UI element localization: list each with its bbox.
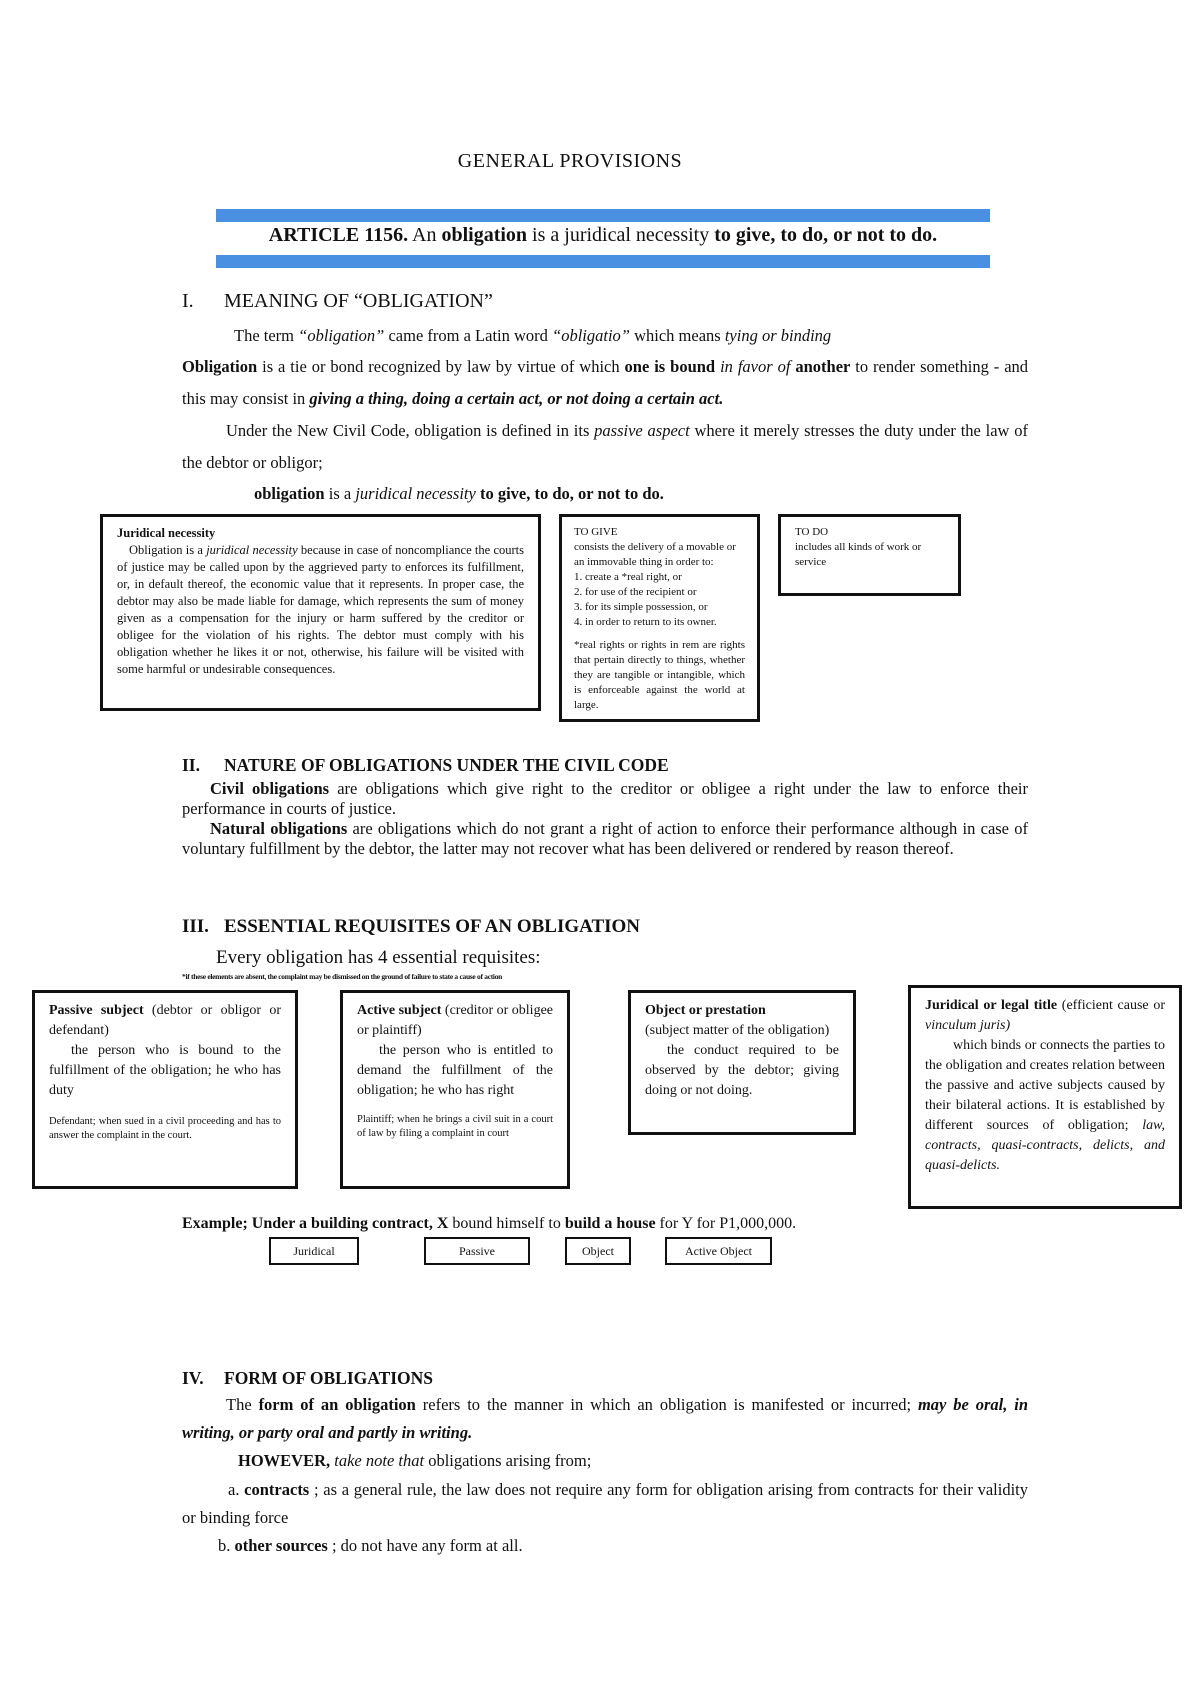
active-subject-note: Plaintiff; when he brings a civil suit in a court of law by filing a complaint in court: [357, 1114, 553, 1139]
to-give-item: 4. in order to return to its owner.: [574, 616, 717, 628]
text: obligations arising from;: [424, 1451, 592, 1470]
active-subject-body: the person who is entitled to demand the fulfillment of the obligation; he who has right: [357, 1043, 553, 1098]
text: build a house: [564, 1215, 656, 1232]
passive-subject-note: Defendant; when sued in a civil proceeding and has to answer the complaint in the court.: [49, 1116, 281, 1141]
text: Natural obligations: [210, 819, 348, 838]
section-1-title: MEANING OF “OBLIGATION”: [224, 290, 493, 312]
section-3-title: ESSENTIAL REQUISITES OF AN OBLIGATION: [224, 916, 641, 937]
text: Passive subject: [49, 1003, 144, 1018]
section-1-definition: [182, 351, 1028, 415]
juridical-title-box: [908, 985, 1182, 1209]
section-1-ncc: [182, 415, 1028, 479]
section-2-title: NATURE OF OBLIGATIONS UNDER THE CIVIL CODE: [224, 755, 669, 775]
text: is a: [324, 484, 356, 503]
section-2-body: [182, 779, 1028, 859]
text: X: [432, 1215, 453, 1232]
text: other sources: [234, 1536, 328, 1555]
text: one is bound: [624, 357, 716, 376]
text: form of an obligation: [258, 1395, 416, 1414]
to-give-intro: consists the delivery of a movable or an immovable thing in order to:: [574, 541, 736, 568]
text: came from a Latin word: [384, 326, 553, 345]
text: ; as a general rule, the law does not require any form for obligation arising from contracts for their validity or binding force: [182, 1480, 1028, 1527]
object-prestation-heading: Object or prestation: [645, 1003, 766, 1018]
text: Civil obligations: [210, 779, 330, 798]
section-4-number: IV.: [182, 1368, 204, 1388]
text: Obligation is a: [129, 543, 207, 557]
section-1-heading: [182, 290, 493, 313]
article-bottom-bar: [216, 255, 990, 268]
section-4-however: [182, 1447, 1028, 1475]
to-give-box: [559, 514, 760, 722]
object-prestation-sub: (subject matter of the obligation): [645, 1023, 830, 1038]
to-give-item: 1. create a *real right, or: [574, 571, 682, 583]
text: in favor of: [720, 357, 791, 376]
text: may be oral, in writing, or party oral and partly in writing.: [182, 1395, 1029, 1442]
section-4-form: [182, 1391, 1028, 1447]
example-label-passive: Passive: [424, 1237, 530, 1265]
object-prestation-box: [628, 990, 856, 1135]
text: Obligation: [182, 357, 258, 376]
text: juridical necessity: [206, 543, 298, 557]
text: Active subject: [357, 1003, 442, 1018]
section-3-heading: [182, 916, 640, 938]
article-end: to give, to do, or not to do.: [714, 224, 938, 246]
section-3-number: III.: [182, 916, 209, 937]
text: “obligation”: [298, 326, 385, 345]
text: are obligations which do not grant a right of action to enforce their performance although in case of voluntary fulfillment by the debtor, the latter may not recover what has been delivered or rendered by reason thereof.: [182, 819, 1028, 858]
juridical-title-body: [925, 1036, 1165, 1176]
text: Example; Under a building contract,: [182, 1215, 433, 1232]
text: The term: [234, 326, 299, 345]
section-4-other-sources: [182, 1532, 1028, 1560]
juridical-necessity-heading: Juridical necessity: [117, 526, 216, 540]
object-prestation-body: the conduct required to be observed by the debtor; giving doing or not doing.: [645, 1043, 839, 1098]
article-label: ARTICLE 1156.: [268, 224, 409, 246]
juridical-title-heading: [925, 996, 1165, 1036]
text: contracts: [244, 1480, 310, 1499]
passive-subject-box: [32, 990, 298, 1189]
text: are obligations which give right to the creditor or obligee a right under the law to enforce their performance in courts of justice.: [182, 779, 1028, 818]
text: vinculum juris): [925, 1018, 1011, 1033]
text: for Y for P1,000,000.: [655, 1215, 797, 1232]
text: obligation: [254, 484, 325, 503]
to-give-heading: TO GIVE: [574, 526, 618, 538]
text: passive aspect: [594, 421, 690, 440]
active-subject-heading: [357, 1001, 553, 1041]
passive-subject-body: the person who is bound to the fulfillment of the obligation; he who has duty: [49, 1043, 281, 1098]
text: Under the New Civil Code, obligation is defined in its: [226, 421, 595, 440]
natural-obligations: [182, 819, 1028, 859]
to-give-item: 3. for its simple possession, or: [574, 601, 708, 613]
text: where it merely stresses the duty under the law of the debtor or obligor;: [182, 421, 1029, 472]
text: because in case of noncompliance the courts of justice may be called upon by the aggrieved party to enforces its fulfillment, or, in default thereof, the economic value that it represents. In proper case, the debtor may also be made liable for damage, which represents the sum of money given as a compensation for the injury or harm suffered by the creditor or obligee for the violation of his rights. The debtor must comply with his obligation whether he likes it or not, otherwise, his failure will be visited with some harmful or undesirable consequences.: [117, 543, 524, 676]
section-3-intro: Every obligation has 4 essential requisites:: [216, 947, 541, 968]
juridical-necessity-text: [117, 542, 524, 678]
text: a.: [228, 1480, 245, 1499]
article-obligation: obligation: [441, 224, 528, 246]
text: juridical necessity: [355, 484, 476, 503]
text: HOWEVER,: [238, 1451, 335, 1470]
text: another: [795, 357, 851, 376]
text: “obligatio”: [552, 326, 630, 345]
text: tying or binding: [724, 326, 832, 345]
text: bound himself to: [452, 1215, 565, 1232]
section-1-number: I.: [182, 290, 194, 312]
to-give-item: 2. for use of the recipient or: [574, 586, 697, 598]
article-an: An: [408, 224, 442, 246]
text: refers to the manner in which an obligation is manifested or incurred;: [415, 1395, 918, 1414]
article-mid: is a juridical necessity: [527, 224, 715, 246]
text: to render something - and this may consist in: [182, 357, 1029, 408]
example-label-active-object: Active Object: [665, 1237, 772, 1265]
text: (efficient cause or: [1057, 998, 1165, 1013]
text: (creditor or obligee or plaintiff): [357, 1003, 553, 1038]
section-1-origin: [182, 320, 1028, 352]
example-label-juridical: Juridical: [269, 1237, 359, 1265]
section-3-note: *if these elements are absent, the complaint may be dismissed on the ground of failure to state a cause of action: [182, 972, 503, 981]
text: Juridical or legal title: [925, 998, 1058, 1013]
to-do-heading: TO DO: [795, 526, 829, 538]
section-4-heading: [182, 1368, 433, 1389]
section-1-definition-2: [182, 478, 1028, 510]
passive-subject-heading: [49, 1001, 281, 1041]
section-2-number: II.: [182, 755, 200, 775]
example-line: [182, 1215, 796, 1233]
to-give-note: *real rights or rights in rem are rights that pertain directly to things, whether they are tangible or intangible, which is enforceable against the world at large.: [574, 639, 745, 711]
page-title: GENERAL PROVISIONS: [457, 150, 683, 172]
text: law, contracts, quasi-contracts, delicts, and quasi-delicts.: [925, 1118, 1165, 1173]
text: is a tie or bond recognized by law by virtue of which: [257, 357, 625, 376]
text: which binds or connects the parties to the obligation and creates relation between the passive and active subjects caused by their bilateral actions. It is established by different sources of obligation;: [925, 1038, 1165, 1133]
section-4-contracts: [182, 1476, 1028, 1532]
example-label-object: Object: [565, 1237, 631, 1265]
active-subject-box: [340, 990, 570, 1189]
juridical-necessity-box: [100, 514, 541, 711]
section-2-heading: [182, 755, 669, 776]
text: take note that: [334, 1451, 425, 1470]
civil-obligations: [182, 779, 1028, 819]
text: to give, to do, or not to do.: [475, 484, 664, 503]
text: b.: [218, 1536, 235, 1555]
text: The: [226, 1395, 259, 1414]
text: giving a thing, doing a certain act, or not doing a certain act.: [309, 389, 724, 408]
to-do-text: includes all kinds of work or service: [795, 541, 922, 568]
article-1156: [216, 224, 990, 247]
text: ; do not have any form at all.: [327, 1536, 523, 1555]
article-top-bar: [216, 209, 990, 222]
to-do-box: [778, 514, 961, 596]
text: which means: [629, 326, 725, 345]
section-4-title: FORM OF OBLIGATIONS: [224, 1368, 434, 1388]
text: (debtor or obligor or defendant): [49, 1003, 281, 1038]
